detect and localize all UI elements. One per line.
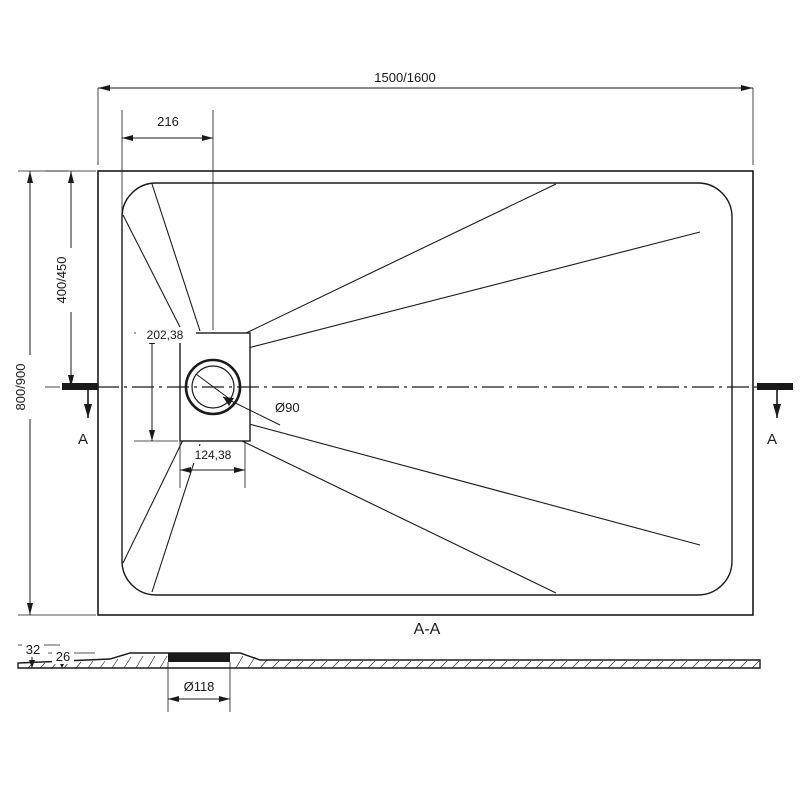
- dimension-202-38-label: 202,38: [146, 328, 184, 342]
- dimension-124-38-label: 124,38: [194, 448, 232, 462]
- section-label-right: A: [767, 431, 778, 448]
- dimension-overall-height: [13, 171, 96, 615]
- dimension-diameter-90-label: Ø90: [275, 400, 300, 415]
- dimension-400-450-label: 400/450: [54, 256, 69, 304]
- section-mark-right: [757, 383, 793, 448]
- dimension-drain-diameter-section: [168, 662, 230, 712]
- dimension-diameter-118-label: Ø118: [183, 679, 215, 694]
- section-view-title: A-A: [413, 621, 441, 638]
- dimension-overall-width-label: 1500/1600: [374, 70, 436, 85]
- dimension-drain-offset-top: [45, 171, 96, 387]
- section-mark-left: [62, 383, 98, 448]
- section-label-left: A: [78, 431, 89, 448]
- dimension-216-label: 216: [157, 114, 179, 129]
- section-view-group: [18, 641, 760, 712]
- dimension-32-label: 32: [25, 642, 41, 657]
- dimension-800-900-label: 800/900: [13, 363, 28, 411]
- section-drain-opening: [168, 653, 230, 662]
- top-view-group: [62, 171, 795, 615]
- dimension-26-label: 26: [55, 649, 71, 664]
